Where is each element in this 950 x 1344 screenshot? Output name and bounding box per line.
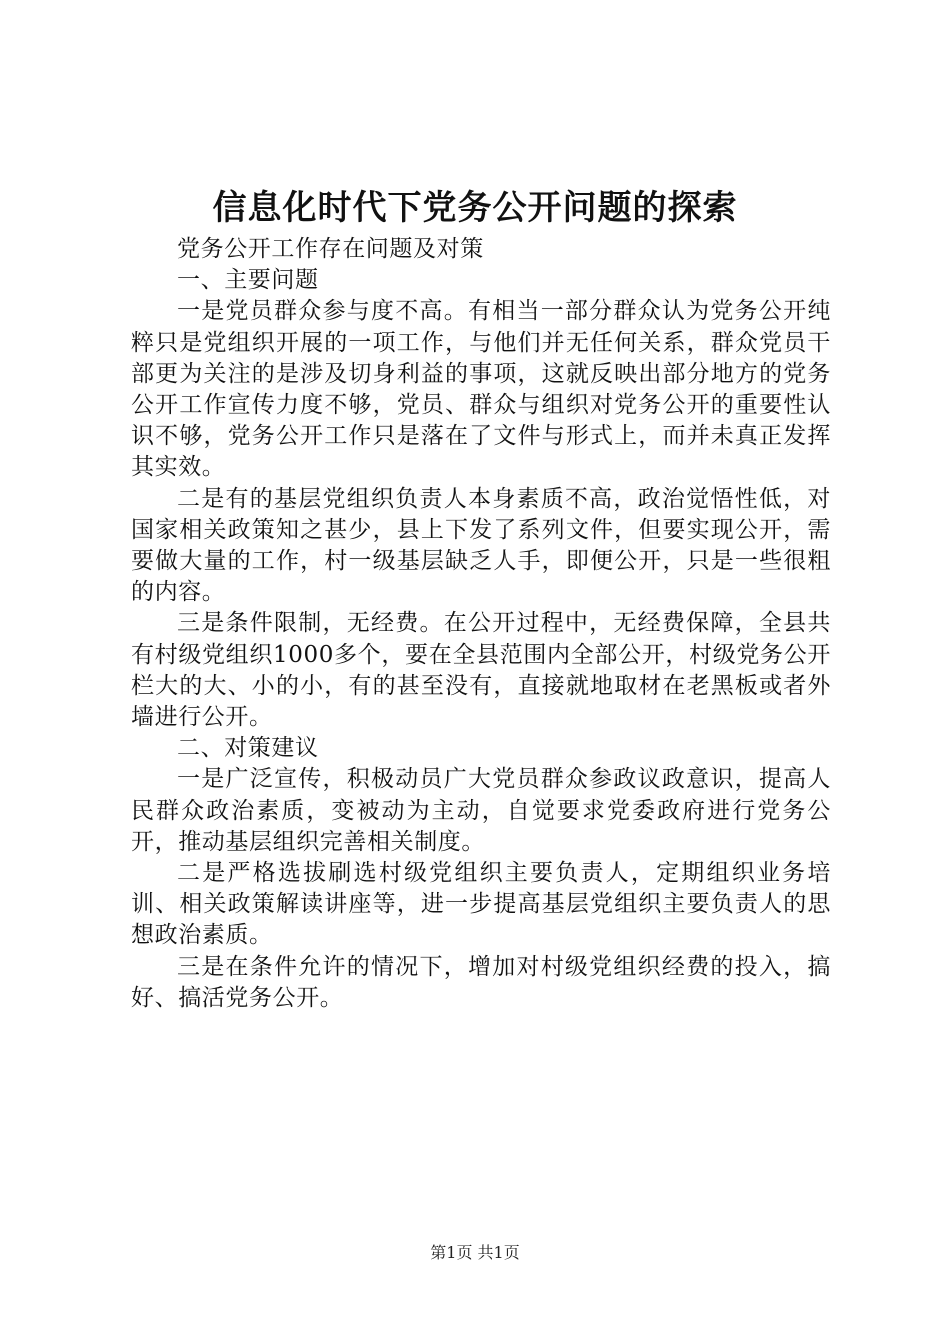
body-paragraph: 三是条件限制，无经费。在公开过程中，无经费保障，全县共有村级党组织1000多个，要在全县范围内全部公开，村级党务公开栏大的大、小的小，有的甚至没有，直接就地取材在老黑板或者外墙进行公开。: [131, 610, 831, 731]
page-footer: 第1页 共1页: [430, 1243, 520, 1262]
body-paragraph: 一是广泛宣传，积极动员广大党员群众参政议政意识，提高人民群众政治素质，变被动为主动，自觉要求党委政府进行党务公开，推动基层组织完善相关制度。: [131, 766, 831, 855]
subtitle-paragraph: 党务公开工作存在问题及对策: [177, 236, 484, 262]
body-paragraph: 三是在条件允许的情况下，增加对村级党组织经费的投入，搞好、搞活党务公开。: [131, 953, 831, 1011]
section-heading-problems: 一、主要问题: [177, 267, 319, 294]
body-paragraph: 一是党员群众参与度不高。有相当一部分群众认为党务公开纯粹只是党组织开展的一项工作，与他们并无任何关系，群众党员干部更为关注的是涉及切身利益的事项，这就反映出部分地方的党务公开工作宣传力度不够，党员、群众与组织对党务公开的重要性认识不够，党务公开工作只是落在了文件与形式上，而并未真正发挥其实效。: [131, 298, 831, 481]
document-title: 信息化时代下党务公开问题的探索: [212, 188, 738, 228]
body-paragraph: 二是有的基层党组织负责人本身素质不高，政治觉悟性低，对国家相关政策知之甚少，县上下发了系列文件，但要实现公开，需要做大量的工作，村一级基层缺乏人手，即便公开，只是一些很粗的内容。: [131, 485, 831, 606]
body-paragraph: 二是严格选拔刷选村级党组织主要负责人，定期组织业务培训、相关政策解读讲座等，进一步提高基层党组织主要负责人的思想政治素质。: [131, 860, 831, 949]
section-heading-suggestions: 二、对策建议: [177, 735, 319, 762]
document-body: [131, 234, 831, 1014]
